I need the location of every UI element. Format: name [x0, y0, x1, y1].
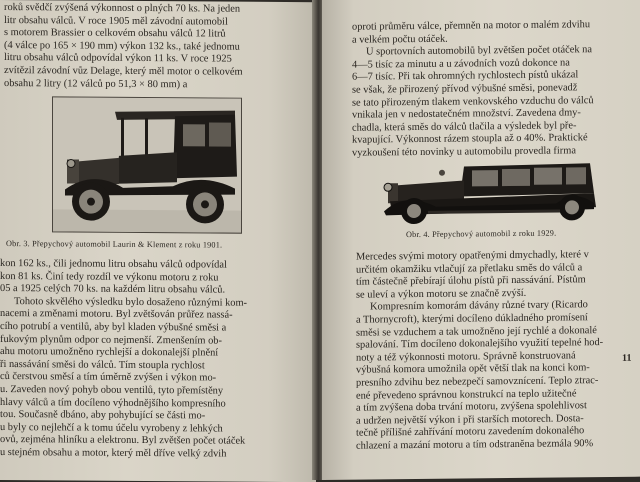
text-line: roků svědčí zvýšená výkonnost o plných 70 ks. Na jeden: [4, 2, 241, 15]
text-line: zvítězil závodní vůz Delage, který měl motor o celkovém: [4, 64, 243, 78]
text-line: u. Zaveden nový pohyb obou ventilů, tyto přemístěny: [0, 383, 224, 397]
text-line: u byly co nejlehčí a k tomu účelu vyrobeny z lehkých: [0, 421, 223, 435]
text-line: kvapující. Výkonnost rázem stoupla až o 40%. Praktické: [352, 132, 588, 147]
figure-caption: Obr. 4. Přepychový automobil z roku 1929.: [406, 228, 557, 240]
text-line: litr obsahu válců. V roce 1905 měl závodní automobil: [4, 14, 228, 28]
figure-laurin-klement-car: [52, 96, 242, 233]
text-line: u stejném obsahu a motor, který měl dříve velký zdvih: [0, 446, 227, 460]
text-line: vyzkoušení této novinky u automobilu provedla firma: [352, 145, 576, 159]
text-line: směsi se vzduchem a tak umožněno její rychlé a dokonalé: [356, 324, 597, 339]
text-line: ené převedeno správnou konstrukcí na teplo užitečné: [356, 387, 577, 402]
text-line: noty a též výkonnosti motoru. Správně konstruovaná: [356, 350, 576, 364]
text-line: výbušná komora umožnila opět větší tlak na konci kom-: [356, 362, 590, 376]
text-line: Kompresním komorám dávány různé tvary (Ricardo: [370, 299, 588, 313]
text-line: se uleví a výkon motoru se značně zvýší.: [356, 287, 527, 301]
text-line: a tím zvýšena doba trvání motoru, zvýšena spolehlivost: [356, 400, 587, 414]
text-line: fukovým plynům odpor co nejmenší. Zmenšením ob-: [0, 333, 222, 347]
text-line: 05 a 1925 celých 70 ks. na každém litru obsahu válců.: [0, 283, 226, 296]
text-line: chadla, která směs do válců tlačila a výsledek byl pře-: [352, 120, 577, 134]
text-line: se tato přirozeným tlakem venkovského vzduchu do válců: [352, 94, 594, 109]
text-line: vnikala jen v nedostatečném množství. Zavedena dmy-: [352, 107, 581, 121]
text-line: spalování. Tím docíleno dokonalejšího využití tepelné hod-: [356, 337, 604, 351]
text-line: se však, že přirozený přívod výbušné směsi, ponevadž: [352, 82, 578, 96]
text-line: oproti průměru válce, přemněn na motor o malém zdvihu: [352, 19, 591, 33]
right-page: [322, 0, 640, 480]
text-line: ahu motoru umožněno rychlejší a dokonalejší plnění: [0, 346, 219, 359]
text-line: obsahu 2 litry (12 válců po 51,3 × 80 mm) a: [4, 77, 188, 90]
text-line: a Thornycroft), kterými docíleno dúkladného promísení: [356, 312, 588, 326]
text-line: ců čerstvou směsí a tím úměrně zvýšen i výkon mo-: [0, 371, 217, 384]
text-line: tečně přílišné zahřívání motoru zavedením dokonalého: [356, 425, 585, 439]
text-line: nacemi a změnami motoru. Byl zvětšován průřez nassá-: [0, 308, 233, 321]
text-line: s motorem Brassier o celkovém obsahu válců 12 litrů: [4, 27, 226, 40]
text-line: litru obsahu válců odpovídal výkon 11 ks. V roce 1925: [4, 52, 232, 65]
page-number: 11: [622, 352, 632, 364]
text-line: určitém okamžiku vtlačují za přetlaku směs do válců a: [356, 261, 583, 276]
text-line: tou. Současně dbáno, aby pohybující se části mo-: [0, 409, 206, 422]
text-line: Tohoto skvělého výsledku bylo dosaženo různými kom-: [14, 295, 248, 309]
text-line: chlazení a mazání motoru a tím odstraněna bezmála 90%: [356, 438, 594, 452]
vintage-car-1901-image: [53, 97, 241, 232]
text-line: a udržen největší výkon i při starších motorech. Dosta-: [356, 412, 584, 427]
text-line: presního zdvihu bez nebezpečí samovznícení. Teplo ztrac-: [356, 375, 599, 389]
text-line: hlavy válců a tím docíleno výhodnějšího kompresního: [0, 396, 226, 410]
text-line: Mercedes svými motory opatřenými dmychadly, které v: [356, 249, 589, 263]
text-line: cího potrubí a ventilů, aby byl kladen výbušné směsi a: [0, 320, 227, 334]
text-line: kon 162 ks., čili jednomu litru obsahu válců odpovídal: [0, 258, 227, 271]
text-line: tím částečně přebírají úlohu pístů při nassávání. Pístům: [356, 274, 586, 288]
left-bottom-text: [0, 258, 247, 461]
sedan-1929-image: [380, 159, 598, 225]
right-top-text: [352, 19, 594, 160]
text-line: (4 válce po 165 × 190 mm) výkon 132 ks., také jednomu: [4, 39, 240, 53]
text-line: a velkém počtu otáček.: [352, 33, 448, 46]
text-line: U sportovních automobilů byl zvětšen počet otáček na: [366, 44, 592, 58]
left-top-text: [4, 2, 243, 92]
text-line: kon 81 ks. Činí tedy rozdíl ve výkonu motoru z roku: [0, 270, 219, 284]
figure-car-1929: [380, 159, 598, 225]
text-line: 6—7 tisíc. Při tak ohromných rychlostech pístů ukázal: [352, 69, 579, 84]
text-line: 4—5 tisíc za minutu a u závodních vozů dokonce na: [352, 57, 570, 71]
text-line: ovů, zejména hliníku a elektronu. Byl zvětšen počet otáček: [0, 434, 246, 448]
right-bottom-text: [356, 249, 603, 453]
figure-caption: Obr. 3. Přepychový automobil Laurin & Klement z roku 1901.: [6, 239, 223, 250]
text-line: ři nassávání směsi do válců. Tím stoupla rychlost: [0, 358, 205, 372]
left-page: [0, 0, 316, 482]
